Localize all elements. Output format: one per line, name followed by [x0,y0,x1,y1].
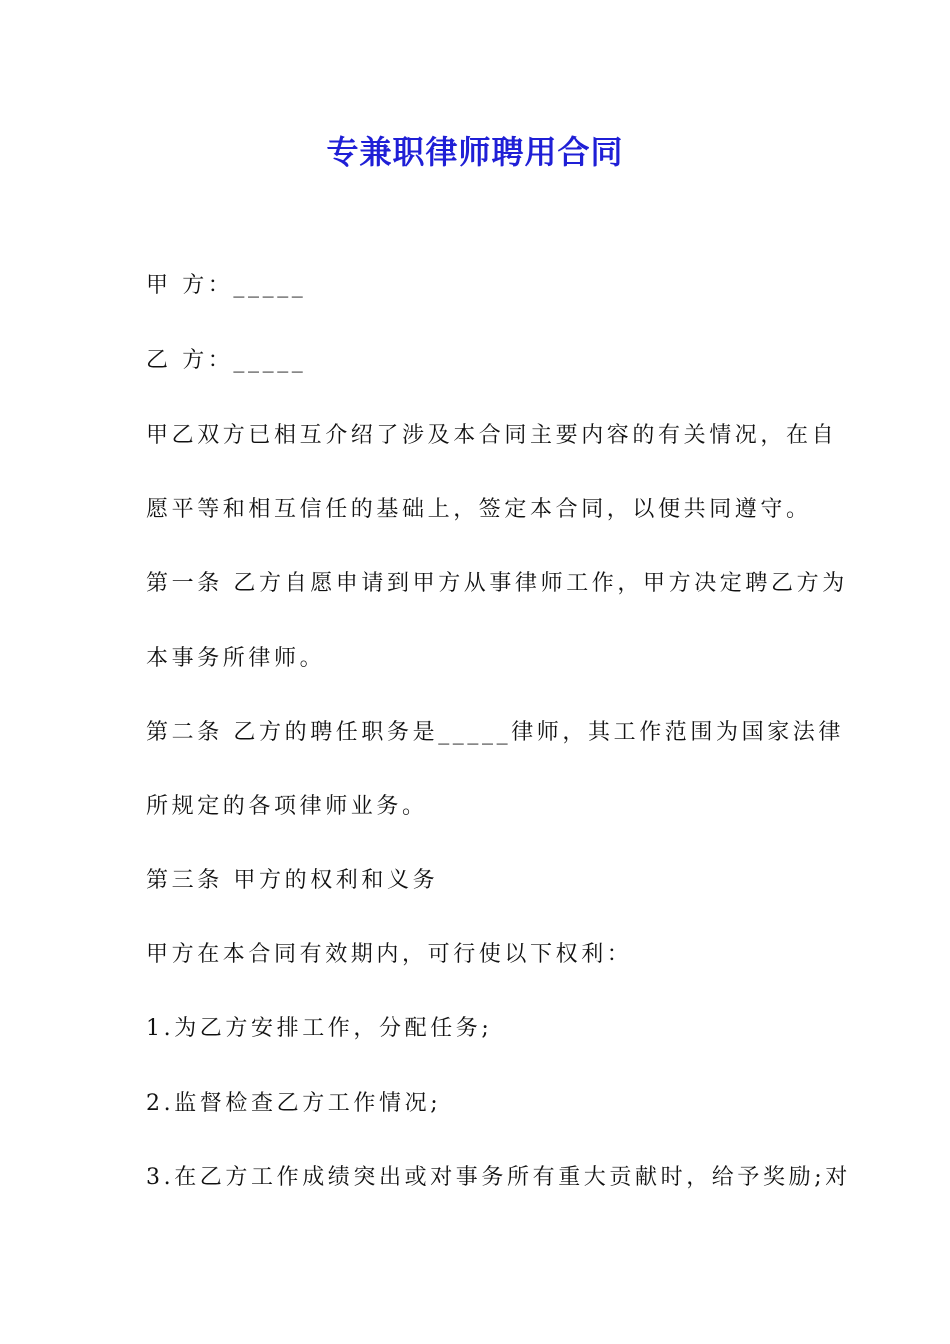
preamble-line-1: 甲乙双方已相互介绍了涉及本合同主要内容的有关情况，在自 [146,423,838,448]
party-a-line: 甲 方：_____ [146,273,307,298]
article-1-line-1: 第一条 乙方自愿申请到甲方从事律师工作，甲方决定聘乙方为 [146,571,848,596]
preamble-line-2: 愿平等和相互信任的基础上，签定本合同，以便共同遵守。 [146,497,812,522]
list-item-1: 1.为乙方安排工作，分配任务; [146,1016,493,1041]
article-1-line-2: 本事务所律师。 [146,646,326,671]
list-item-2: 2.监督检查乙方工作情况; [146,1091,442,1116]
article-2-line-2: 所规定的各项律师业务。 [146,794,428,819]
party-a-rights-intro: 甲方在本合同有效期内，可行使以下权利： [146,942,633,967]
party-b-line: 乙 方：_____ [146,348,307,373]
article-3-heading: 第三条 甲方的权利和义务 [146,868,439,893]
list-item-3: 3.在乙方工作成绩突出或对事务所有重大贡献时，给予奖励;对 [146,1165,851,1190]
document-title: 专兼职律师聘用合同 [326,133,624,171]
article-2-line-1: 第二条 乙方的聘任职务是_____律师，其工作范围为国家法律 [146,720,844,745]
